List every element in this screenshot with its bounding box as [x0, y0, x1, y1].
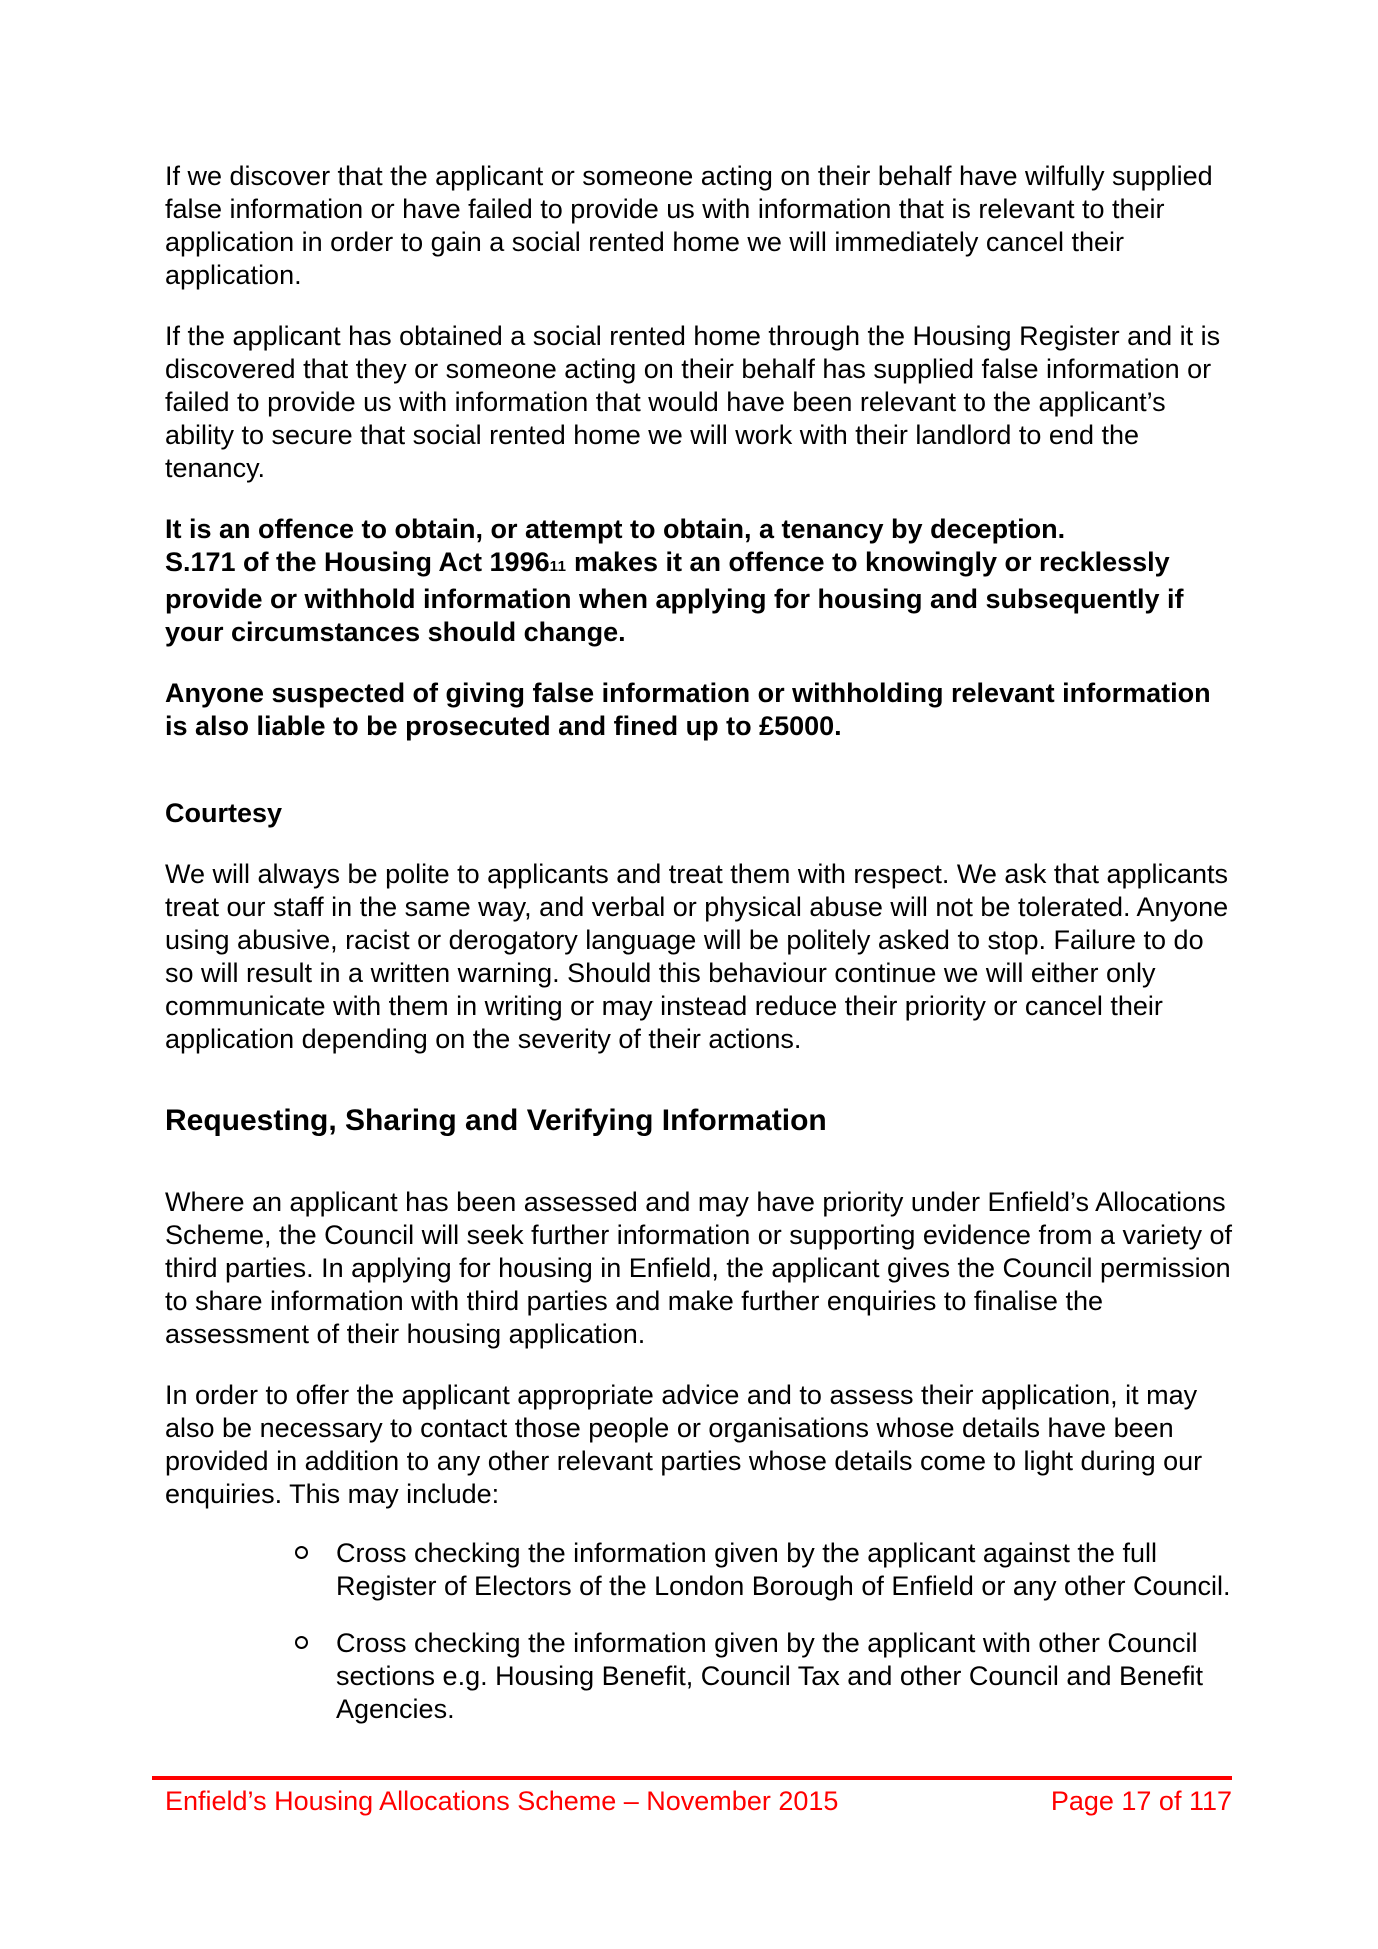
offence-notice-line2-text: S.171 of the Housing Act 1996: [165, 547, 550, 577]
bullet-item-council-sections: [165, 1627, 1235, 1726]
footer-row: [152, 1780, 1232, 1818]
paragraph-false-info: If we discover that the applicant or someone acting on their behalf have wilfully supplied false information or have failed to provide us with information that is relevant to their application in order to gain a social rented home we will immediately cancel their application.: [165, 161, 1213, 290]
paragraph-courtesy: We will always be polite to applicants and treat them with respect. We ask that applicants treat our staff in the same way, and verbal or physical abuse will not be tolerated. Anyone using abusive, racist or derogatory language will be politely asked to stop. Failure to do so will result in a written warning. Should this behaviour continue we will either only communicate with them in writing or may instead reduce their priority or cancel their application depending on the severity of their actions.: [165, 859, 1229, 1054]
offence-notice: [165, 513, 1235, 649]
courtesy-heading: Courtesy: [165, 798, 283, 828]
footer-page-number: Page 17 of 117: [1050, 1786, 1232, 1816]
circle-bullet-shape: [295, 1546, 308, 1559]
page-body: [165, 160, 1235, 1750]
offence-notice-line1: It is an offence to obtain, or attempt to obtain, a tenancy by deception.: [165, 514, 1066, 544]
offence-notice-line2: [165, 547, 1184, 647]
bullet-item-text: Cross checking the information given by the applicant against the full Register of Electors of the London Borough of Enfield or any other Council.: [336, 1538, 1231, 1601]
bullet-list: [165, 1537, 1235, 1726]
bullet-item-text: Cross checking the information given by the applicant with other Council sections e.g. Housing Benefit, Council Tax and other Council and Benefit Agencies.: [336, 1628, 1204, 1724]
page-footer: [152, 1776, 1232, 1818]
paragraph-obtained-home: If the applicant has obtained a social rented home through the Housing Register and it is discovered that they or someone acting on their behalf has supplied false information or failed to provide us with information that would have been relevant to the applicant’s ability to secure that social rented home we will work with their landlord to end the tenancy.: [165, 321, 1221, 483]
requesting-sharing-heading: Requesting, Sharing and Verifying Information: [165, 1104, 827, 1137]
paragraph-enquiries: In order to offer the applicant appropriate advice and to assess their application, it may also be necessary to contact those people or organisations whose details have been provided in addition to any other relevant parties whose details come to light during our enquiries. This may include:: [165, 1380, 1203, 1509]
bullet-item-electors: [165, 1537, 1235, 1603]
footer-document-title: Enfield’s Housing Allocations Scheme – November 2015: [165, 1786, 839, 1816]
footnote-marker: 11: [549, 558, 567, 575]
paragraph-where-assessed: Where an applicant has been assessed and may have priority under Enfield’s Allocations Scheme, the Council will seek further information or supporting evidence from a variety of third parties. In applying for housing in Enfield, the applicant gives the Council permission to share information with third parties and make further enquiries to finalise the assessment of their housing application.: [165, 1187, 1233, 1349]
circle-bullet-shape: [295, 1636, 308, 1649]
offence-notice-line2-rest: makes it an offence to knowingly or recklessly provide or withhold information when applying for housing and subsequently if your circumstances should change.: [165, 547, 1184, 647]
penalty-notice: Anyone suspected of giving false information or withholding relevant information is also liable to be prosecuted and fined up to £5000.: [165, 678, 1211, 741]
circle-bullet-icon: [295, 1627, 336, 1726]
circle-bullet-icon: [295, 1537, 336, 1603]
